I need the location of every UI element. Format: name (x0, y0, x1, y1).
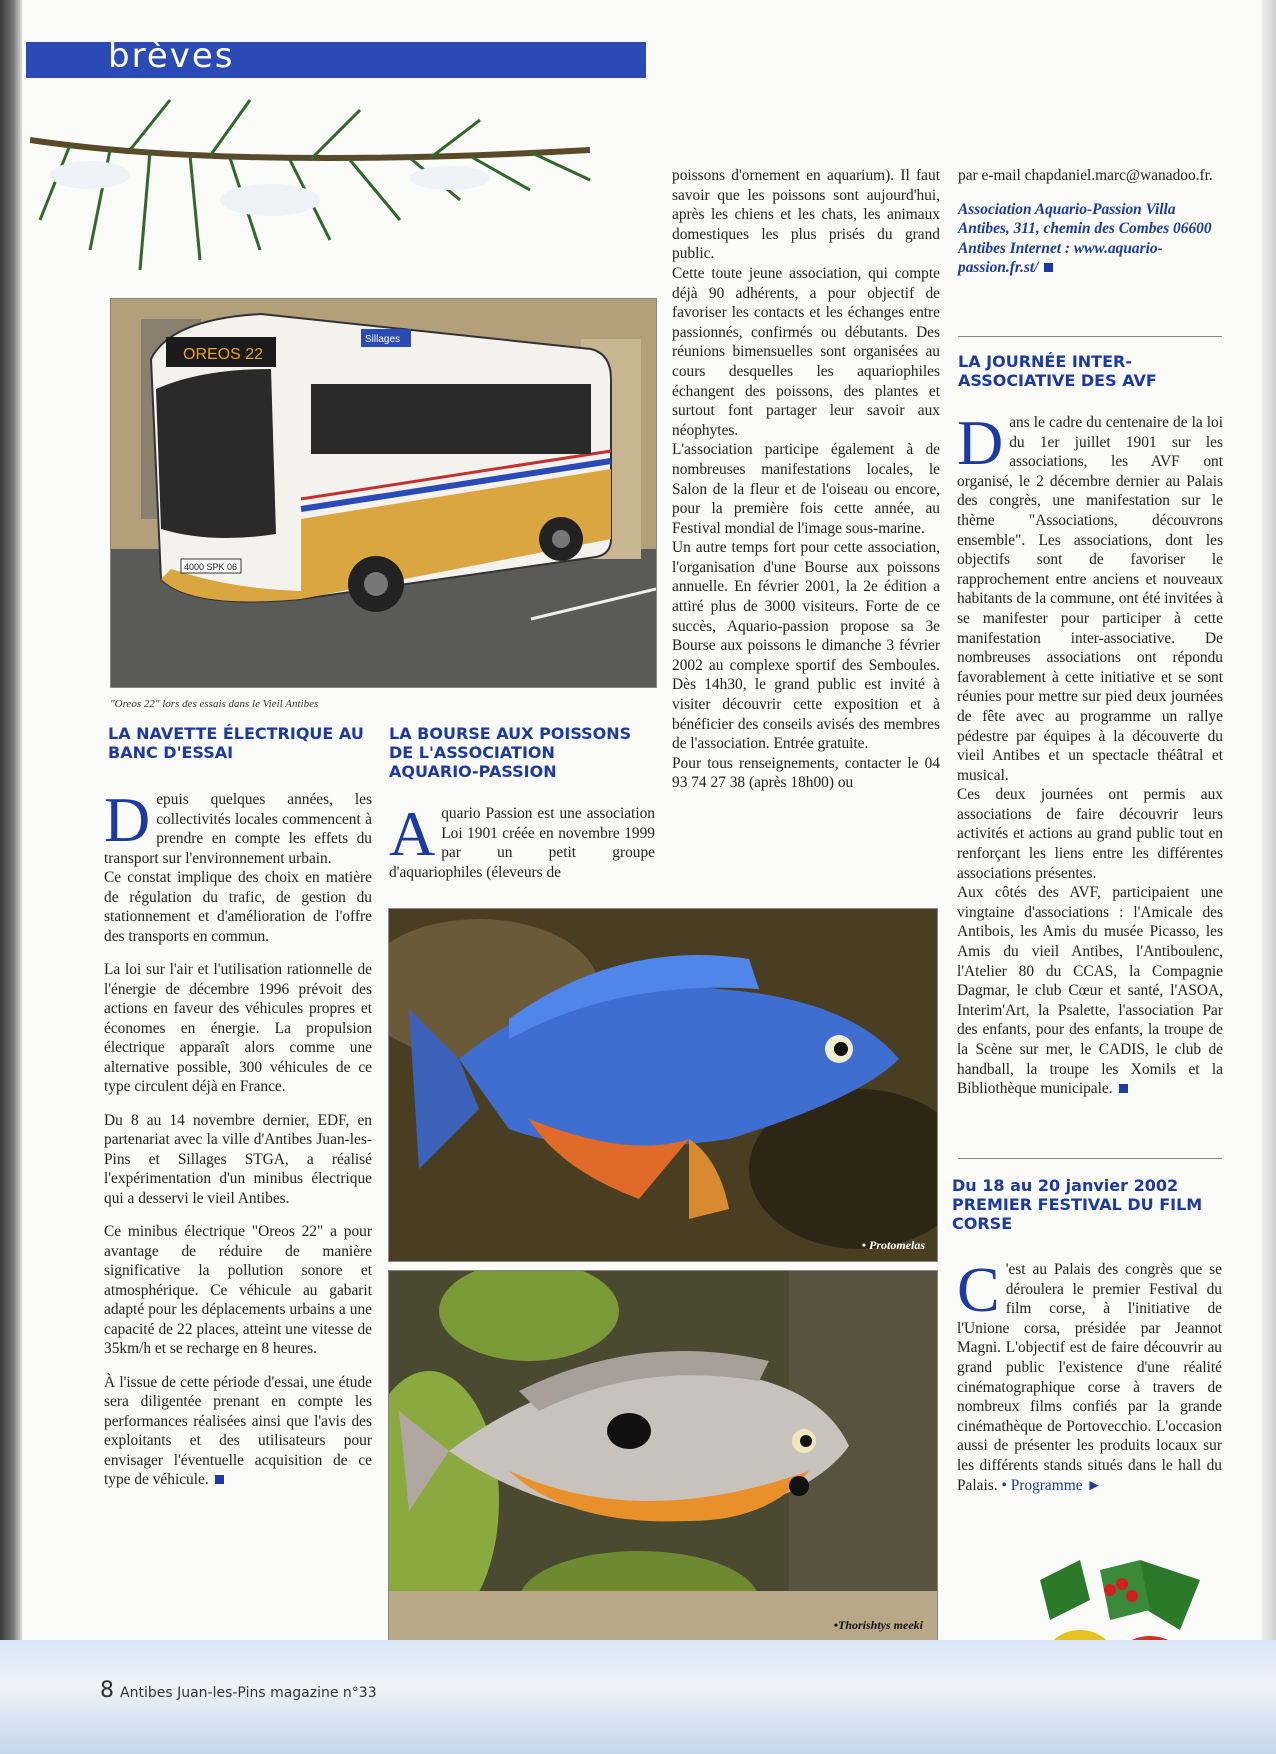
svg-text:4000 SPK 06: 4000 SPK 06 (184, 562, 238, 572)
article1-body: Depuis quelques années, les collectivités locales commencent à prendre en compte les effets du transport sur l'environnement urbain. Ce constat implique des choix en matière de régulation du trafic, de gestion du stationnement et d'amélioration de l'offre des transports en commun. La loi sur l'air et l'utilisation rationnelle de l'énergie de décembre 1996 prévoit des actions en faveur des véhicules propres et économes en énergie. La propulsion électrique apparaît alors comme une alternative possible, 300 véhicules de ce type circulent déjà en France. Du 8 au 14 novembre dernier, EDF, en partenariat avec la ville d'Antibes Juan-les-Pins et Sillages STGA, a réalisé l'expérimentation d'un minibus électrique qui a desservi le vieil Antibes. Ce minibus électrique "Oreos 22" a pour avantage de réduire de manière significative la pollution sonore et atmosphérique. Ce véhicule au gabarit adapté pour les déplacements urbains a une capacité de 22 places, atteint une vitesse de 35km/h et se recharge en 8 heures. À l'issue de cette période d'essai, une étude sera diligentée prenant en compte les performances réalisées ainsi que l'avis des exploitants et des utilisateurs pour envisager l'éventuelle acquisition de ce type de véhicule. (104, 784, 372, 1488)
article4-title (952, 1176, 1222, 1233)
dropcap: D (104, 784, 151, 855)
divider (958, 336, 1222, 337)
page-number: 8 (100, 1678, 114, 1703)
dropcap: C (957, 1254, 1000, 1325)
end-square-icon (1044, 263, 1053, 272)
protomelas-label: • Protomelas (861, 1238, 925, 1252)
section-title: brèves (108, 36, 235, 76)
programme-link[interactable]: • Programme (1001, 1476, 1083, 1494)
article3-body: Dans le cadre du centenaire de la loi du 1er juillet 1901 sur les associations, les AVF ont organisé, le 2 décembre dernier au Palais des congrès, une manifestation sur le thème "Associations, découvrons ensemble". Les associations, dont les objectifs sont de favoriser le rapprochement entre anciens et nouveaux habitants de la commune, ont été invitées à se manifester pour participer à cette manifestation inter-associative. De nombreuses associations ont répondu favorablement à cette initiative et se sont réunies pour mettre sur pied deux journées de fête avec au programme un rallye pédestre par équipes à la découverte du vieil Antibes et un spectacle théâtral et musical. Ces deux journées ont permis aux associations de faire découvrir leurs activités et actions au grand public tout en renforçant les liens entre les différentes associations présentes. Aux côtés des AVF, participaient une vingtaine d'associations : l'Amicale des Antibois, les Amis du musée Picasso, les Amis du vieil Antibes, l'Antiboulenc, l'Atelier 80 du CCAS, la Compagnie Dagmar, le club Cœur et santé, l'ASOA, Interim'Art, la Psalette, l'association Par des enfants, pour des enfants, la troupe de la Scène sur mer, le CADIS, le club de handball, la troupe les Xomils et la Bibliothèque municipale. (957, 407, 1223, 1098)
protomelas-photo (388, 908, 938, 1262)
thorichthys-photo (388, 1270, 938, 1644)
page-edge-left (0, 0, 22, 1754)
divider (958, 1158, 1222, 1159)
article2-body-continued: poissons d'ornement en aquarium). Il faut savoir que les poissons sont aujourd'hui, après les chiens et les chats, les animaux domestiques les plus prisés du grand public. Cette toute jeune association, qui compte déjà 90 adhérents, a pour objectif de favoriser les contacts et les échanges entre passionnés, confirmés ou débutants. Des réunions bimensuelles sont organisées au cours desquelles les aquariophiles échangent des poissons, des plantes et surtout font partager leur savoir aux néophytes. L'association participe également à de nombreuses manifestations locales, le Salon de la fleur et de l'oiseau ou encore, pour la première fois cette année, au Festival mondial de l'image sous-marine. Un autre temps fort pour cette association, l'organisation d'une Bourse aux poissons annuelle. En février 2001, la 2e édition a attiré plus de 3000 visiteurs. Forte de ce succès, Aquario-passion propose sa 3e Bourse aux poissons le dimanche 3 février 2002 au complexe sportif des Semboules. Dès 14h30, le grand public est invité à visiter découvrir cette exposition et à bénéficier des conseils avisés des membres de l'association. Entrée gratuite. Pour tous renseignements, contacter le 04 93 74 27 38 (après 18h00) ou (672, 167, 940, 792)
folio (100, 1678, 377, 1703)
svg-text:Sillages: Sillages (365, 334, 401, 345)
end-square-icon (215, 1475, 224, 1484)
dropcap: D (957, 407, 1004, 478)
dropcap: A (389, 798, 436, 869)
bus-destination-sign: OREOS 22 (183, 346, 264, 363)
article2-title: LA BOURSE AUX POISSONS DE L'ASSOCIATION AQUARIO-PASSION (389, 724, 632, 781)
page-edge-right (1262, 0, 1276, 1754)
article1-title: LA NAVETTE ÉLECTRIQUE AU BANC D'ESSAI (108, 724, 364, 762)
article4-title-main: PREMIER FESTIVAL DU FILM CORSE (952, 1195, 1203, 1233)
arrow-right-icon: ► (1086, 1476, 1102, 1494)
bus-photo-caption: "Oreos 22" lors des essais dans le Vieil Antibes (110, 698, 319, 710)
association-contact: Association Aquario-Passion Villa Antibes, 311, chemin des Combes 06600 Antibes Internet : www.aquario-passion.fr.st/ (958, 200, 1212, 276)
article4-body: C 'est au Palais des congrès que se déroulera le premier Festival du film corse, à l'initiative de l'Unione corsa, présidée par Jeannot Magni. L'objectif est de faire découvrir au grand public l'existence d'une réalité cinématographique corse à travers de nombreux films confiés par la grande cinémathèque de Portovecchio. L'occasion aussi de présenter les produits locaux sur les différents stands situés dans le hall du Palais. • Programme ► (957, 1254, 1222, 1494)
pine-branch-decoration (30, 80, 610, 280)
article4-title-date: Du 18 au 20 janvier 2002 (952, 1176, 1179, 1195)
article2-body-start: Aquario Passion est une association Loi 1901 créée en novembre 1999 par un petit groupe d'aquariophiles (éleveurs de (389, 798, 655, 881)
article2-body-end: par e-mail chapdaniel.marc@wanadoo.fr. Association Aquario-Passion Villa Antibes, 311, chemin des Combes 06600 Antibes Internet : www.aquario-passion.fr.st/ (958, 167, 1213, 276)
thorichthys-label: •Thorishtys meeki (833, 1618, 923, 1632)
article3-title: LA JOURNÉE INTER-ASSOCIATIVE DES AVF (958, 352, 1157, 390)
end-square-icon (1119, 1084, 1128, 1093)
magazine-name: Antibes Juan-les-Pins magazine n°33 (120, 1685, 377, 1701)
section-header (26, 36, 646, 78)
bus-photo (110, 298, 657, 688)
